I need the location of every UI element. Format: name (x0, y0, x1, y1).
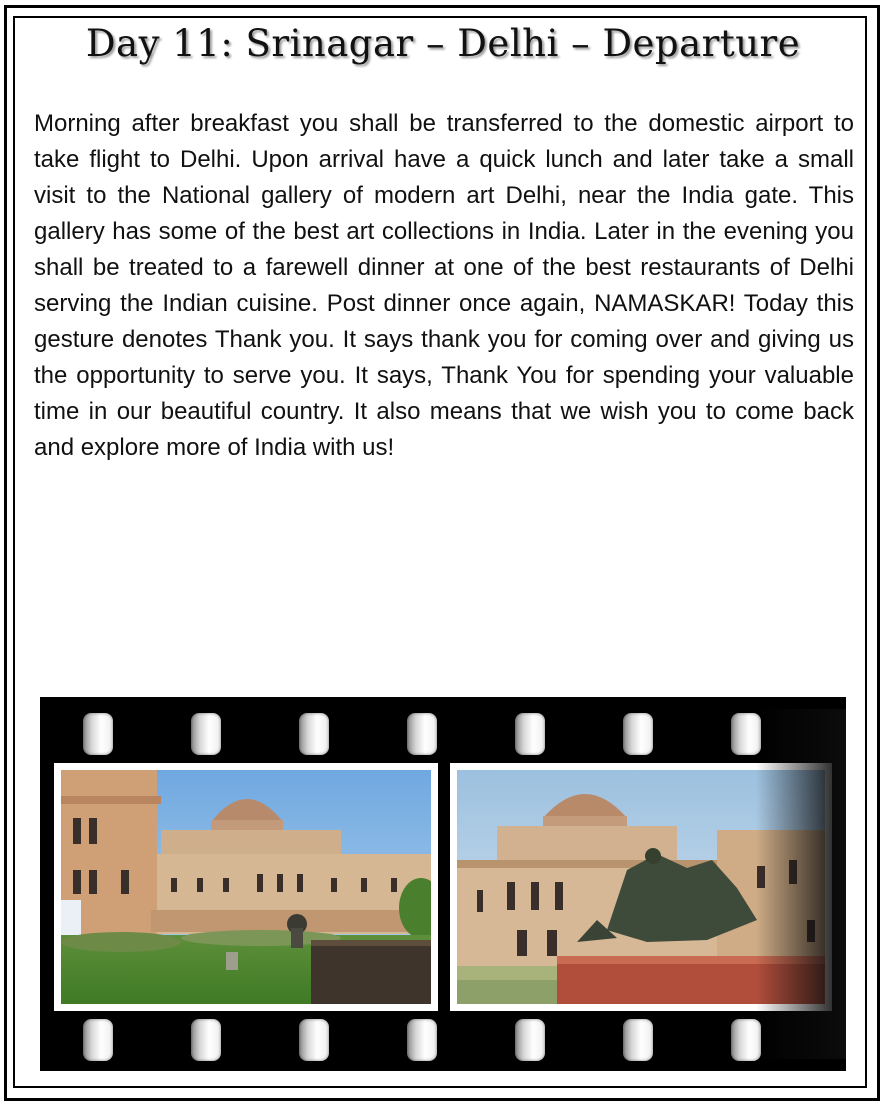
filmstrip-edge-fade (756, 709, 846, 1059)
film-perforation (83, 713, 113, 755)
film-perforation (83, 1019, 113, 1061)
film-perforation (299, 1019, 329, 1061)
film-perforation (623, 1019, 653, 1061)
page-title: Day 11: Srinagar – Delhi – Departure (85, 22, 801, 65)
itinerary-description: Morning after breakfast you shall be transferred to the domestic airport to take flight to Delhi. Upon arrival have a quick lunch and later take a small visit to the National gallery of modern art Delhi, near the India gate. This gallery has some of the best art collections in India. Later in the evening you shall be treated to a farewell dinner at one of the best restaurants of Delhi serving the Indian cuisine. Post dinner once again, NAMASKAR! Today this gesture denotes Thank you. It says thank you for coming over and giving us the opportunity to serve you. It says, Thank You for spending your valuable time in our beautiful country. It also means that we wish you to come back and explore more of India with us! (34, 110, 854, 461)
film-perforation (299, 713, 329, 755)
film-perforation (623, 713, 653, 755)
film-perforation (191, 713, 221, 755)
gallery-garden-image (61, 770, 431, 1004)
film-perforation (191, 1019, 221, 1061)
film-perforation (515, 1019, 545, 1061)
gallery-garden-photo (54, 763, 438, 1011)
filmstrip-photo-frame (40, 697, 846, 1071)
film-perforation (515, 713, 545, 755)
film-perforation (407, 713, 437, 755)
film-perforation (407, 1019, 437, 1061)
